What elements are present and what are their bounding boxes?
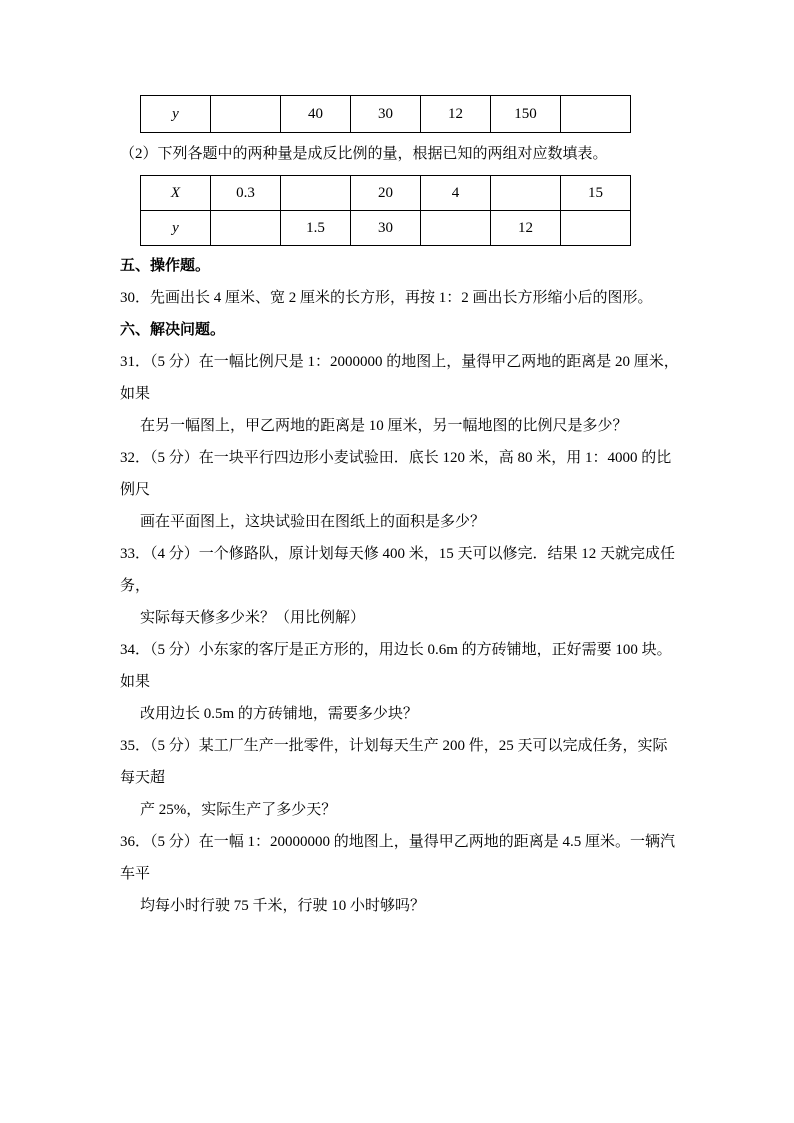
question-line: 均每小时行驶 75 千米，行驶 10 小时够吗？ <box>140 898 426 914</box>
table-cell <box>211 96 281 133</box>
question-line: 实际每天修多少米？（用比例解） <box>140 610 366 626</box>
question-32 <box>120 442 680 538</box>
table-cell: 0.3 <box>211 176 281 211</box>
question-line: 改用边长 0.5m 的方砖铺地，需要多少块？ <box>140 706 418 722</box>
table-cell: 150 <box>491 96 561 133</box>
table-cell <box>491 176 561 211</box>
question-33 <box>120 538 680 634</box>
table-cell: 20 <box>351 176 421 211</box>
question-line: 在另一幅图上，甲乙两地的距离是 10 厘米，另一幅地图的比例尺是多少？ <box>140 418 628 434</box>
question-line: 画在平面图上，这块试验田在图纸上的面积是多少？ <box>140 514 486 530</box>
question-line: 36．（5 分）在一幅 1：20000000 的地图上，量得甲乙两地的距离是 4.5 厘米。一辆汽车平 <box>120 834 676 882</box>
table-cell <box>281 176 351 211</box>
question-line: 34．（5 分）小东家的客厅是正方形的，用边长 0.6m 的方砖铺地，正好需要 100 块。如果 <box>120 642 672 690</box>
page-content <box>120 95 680 922</box>
question-line: 33．（4 分）一个修路队，原计划每天修 400 米，15 天可以修完．结果 12 天就完成任务， <box>120 546 676 594</box>
question-line: 32．（5 分）在一块平行四边形小麦试验田．底长 120 米，高 80 米，用 1：4000 的比例尺 <box>120 450 672 498</box>
table-cell: y <box>141 211 211 246</box>
question-35 <box>120 730 680 826</box>
table-cell: 12 <box>421 96 491 133</box>
table-cell: 4 <box>421 176 491 211</box>
table-cell: 40 <box>281 96 351 133</box>
question-line: 35．（5 分）某工厂生产一批零件，计划每天生产 200 件，25 天可以完成任务，实际每天超 <box>120 738 668 786</box>
table-row <box>141 211 631 246</box>
table-cell <box>561 211 631 246</box>
question-36 <box>120 826 680 922</box>
table-row <box>141 176 631 211</box>
table-cell: 12 <box>491 211 561 246</box>
table-cell: y <box>141 96 211 133</box>
direct-proportion-table <box>140 95 631 133</box>
question-34 <box>120 634 680 730</box>
section-heading-operations: 五、操作题。 <box>120 258 211 274</box>
table-cell: 30 <box>351 211 421 246</box>
question-30: 30．先画出长 4 厘米、宽 2 厘米的长方形，再按 1：2 画出长方形缩小后的图形。 <box>120 290 653 306</box>
table-cell: 1.5 <box>281 211 351 246</box>
table-cell: 15 <box>561 176 631 211</box>
inverse-proportion-table <box>140 175 631 246</box>
table-cell <box>561 96 631 133</box>
table-row <box>141 96 631 133</box>
table-cell <box>211 211 281 246</box>
section-heading-word-problems: 六、解决问题。 <box>120 322 226 338</box>
table-cell <box>421 211 491 246</box>
table-cell: 30 <box>351 96 421 133</box>
part2-instruction: （2）下列各题中的两种量是成反比例的量，根据已知的两组对应数填表。 <box>120 146 608 162</box>
question-line: 产 25%，实际生产了多少天？ <box>140 802 337 818</box>
question-line: 31．（5 分）在一幅比例尺是 1：2000000 的地图上，量得甲乙两地的距离是 20 厘米，如果 <box>120 354 679 402</box>
question-31 <box>120 346 680 442</box>
table-cell: X <box>141 176 211 211</box>
